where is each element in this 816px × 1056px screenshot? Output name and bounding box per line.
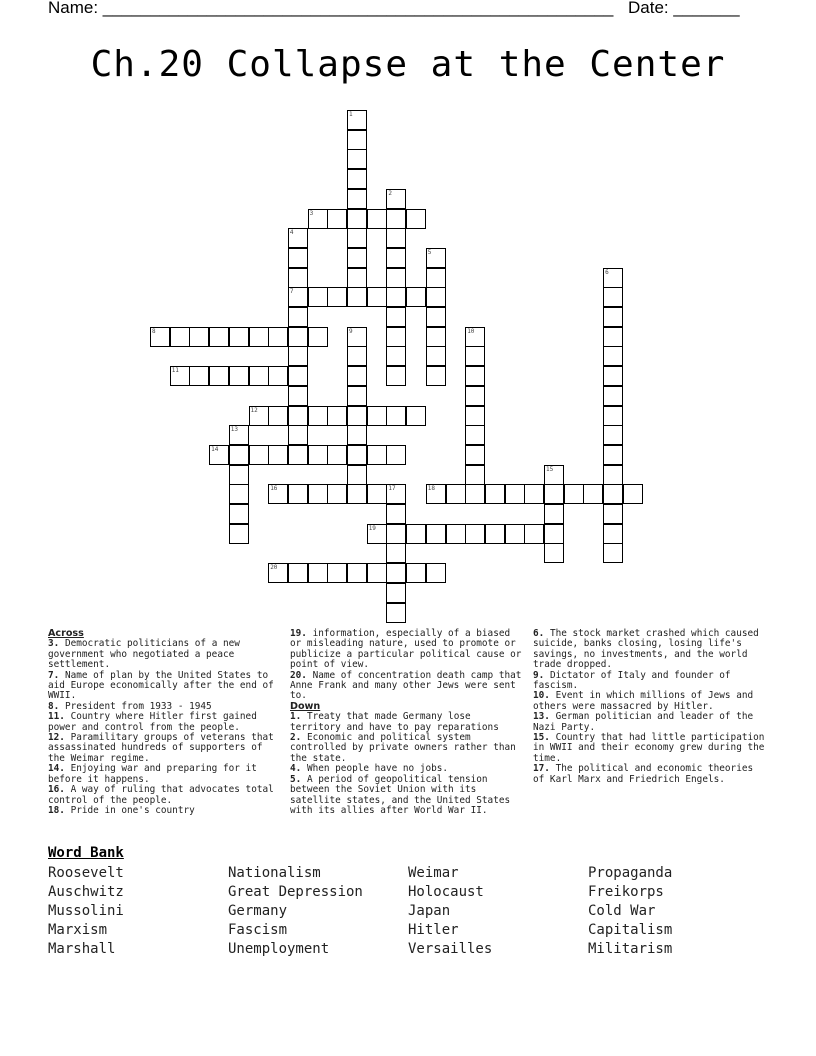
clue-text: Economic and political system controlled by private owners rather than the state. — [290, 732, 516, 764]
crossword-cell[interactable] — [268, 563, 288, 583]
word-bank-item: Unemployment — [228, 941, 330, 957]
crossword-cell[interactable] — [465, 524, 485, 544]
crossword-cell[interactable] — [426, 287, 446, 307]
cell-number: 17 — [388, 485, 396, 493]
crossword-cell[interactable] — [485, 484, 505, 504]
crossword-cell[interactable] — [386, 327, 406, 347]
cell-number: 9 — [349, 327, 353, 335]
word-bank-item: Nationalism — [228, 865, 321, 881]
crossword-cell[interactable] — [544, 484, 564, 504]
word-bank-item: Capitalism — [588, 922, 673, 938]
crossword-cell[interactable] — [249, 366, 269, 386]
clue-number: 3. — [48, 638, 60, 650]
cell-number: 19 — [368, 524, 376, 532]
crossword-cell[interactable] — [386, 268, 406, 288]
crossword-cell[interactable] — [426, 563, 446, 583]
crossword-cell[interactable] — [170, 327, 190, 347]
crossword-cell[interactable] — [347, 209, 367, 229]
clue-16 — [48, 785, 280, 806]
crossword-cell[interactable] — [603, 484, 623, 504]
clue-number: 2. — [290, 732, 302, 744]
clue-5 — [290, 775, 526, 817]
word-bank-item: Marxism — [48, 922, 108, 938]
crossword-cell[interactable] — [406, 524, 426, 544]
clue-number: 19. — [290, 628, 307, 639]
clue-1 — [290, 712, 526, 733]
clue-text: Name of plan by the United States to aid Europe economically after the end of WWII. — [48, 669, 274, 702]
crossword-cell[interactable] — [268, 366, 288, 386]
crossword-cell[interactable] — [465, 484, 485, 504]
cell-number: 16 — [270, 485, 278, 493]
crossword-cell[interactable] — [347, 563, 367, 583]
crossword-cell[interactable] — [406, 209, 426, 229]
crossword-cell[interactable] — [544, 543, 564, 563]
clue-2 — [290, 733, 526, 764]
cell-number: 12 — [250, 406, 258, 414]
clue-number: 11. — [48, 711, 65, 723]
clue-text: Democratic politicians of a new government who negotiated a peace settlement. — [48, 638, 240, 671]
clue-text: Paramilitary groups of veterans that assassinated hundreds of supporters of the Weimar regime. — [48, 732, 274, 764]
clue-number: 20. — [290, 669, 307, 681]
clues-column-2 — [290, 629, 526, 816]
cell-number: 4 — [289, 229, 294, 237]
crossword-cell[interactable] — [327, 287, 347, 307]
crossword-cell[interactable] — [465, 386, 485, 406]
clue-13 — [533, 712, 765, 733]
cell-number: 15 — [546, 465, 554, 473]
crossword-cell[interactable] — [150, 327, 170, 347]
crossword-cell[interactable] — [406, 563, 426, 583]
crossword-cell[interactable] — [386, 307, 406, 327]
clue-18 — [48, 806, 280, 816]
crossword-cell[interactable] — [465, 465, 485, 485]
crossword-cell[interactable] — [367, 563, 387, 583]
word-bank-item: Propaganda — [588, 865, 673, 881]
clue-9 — [533, 671, 765, 692]
word-bank-item: Marshall — [48, 941, 116, 957]
word-bank-item: Auschwitz — [48, 884, 124, 900]
crossword-cell[interactable] — [367, 445, 387, 465]
crossword-cell[interactable] — [367, 524, 387, 544]
clue-20 — [290, 671, 526, 702]
clue-number: 14. — [48, 763, 65, 775]
clue-text: When people have no jobs. — [301, 763, 449, 775]
crossword-cell[interactable] — [308, 563, 328, 583]
crossword-cell[interactable] — [386, 228, 406, 248]
clue-number: 1. — [290, 711, 302, 723]
crossword-cell[interactable] — [229, 425, 249, 445]
crossword-cell[interactable] — [386, 287, 406, 307]
crossword-cell[interactable] — [288, 445, 308, 465]
crossword-cell[interactable] — [347, 130, 367, 150]
word-bank-item: Weimar — [408, 865, 459, 881]
crossword-cell[interactable] — [347, 169, 367, 189]
crossword-cell[interactable] — [229, 524, 249, 544]
crossword-cell[interactable] — [406, 406, 426, 426]
cell-number: 14 — [211, 445, 219, 453]
crossword-cell[interactable] — [386, 603, 406, 623]
crossword-cell[interactable] — [426, 366, 446, 386]
clue-11 — [48, 712, 280, 733]
crossword-cell[interactable] — [524, 524, 544, 544]
crossword-cell[interactable] — [603, 425, 623, 445]
clue-14 — [48, 764, 280, 785]
clue-text: The political and economic theories of Karl Marx and Friedrich Engels. — [533, 763, 754, 785]
crossword-cell[interactable] — [465, 445, 485, 465]
crossword-cell[interactable] — [426, 524, 446, 544]
crossword-cell[interactable] — [485, 524, 505, 544]
cell-number: 2 — [388, 189, 393, 197]
crossword-cell[interactable] — [367, 209, 387, 229]
word-bank-item: Japan — [408, 903, 451, 919]
crossword-cell[interactable] — [347, 287, 367, 307]
crossword-cell[interactable] — [446, 524, 466, 544]
crossword-cell[interactable] — [189, 366, 209, 386]
clue-text: Country where Hitler first gained power and control from the people. — [48, 711, 257, 733]
crossword-cell[interactable] — [308, 406, 328, 426]
crossword-cell[interactable] — [386, 445, 406, 465]
word-bank-item: Versailles — [408, 941, 493, 957]
crossword-cell[interactable] — [347, 110, 367, 130]
crossword-cell[interactable] — [229, 445, 249, 465]
crossword-cell[interactable] — [386, 484, 406, 504]
clues-column-1 — [48, 629, 280, 816]
crossword-cell[interactable] — [386, 563, 406, 583]
cell-number: 6 — [605, 268, 609, 276]
clue-text: Dictator of Italy and founder of fascism. — [533, 669, 731, 692]
crossword-cell[interactable] — [603, 268, 623, 288]
crossword-cell[interactable] — [603, 524, 623, 544]
crossword-cell[interactable] — [603, 445, 623, 465]
crossword-cell[interactable] — [347, 149, 367, 169]
crossword-cell[interactable] — [426, 307, 446, 327]
crossword-cell[interactable] — [229, 327, 249, 347]
clue-text: Pride in one's country — [64, 804, 195, 816]
cell-number: 8 — [152, 327, 156, 335]
crossword-cell[interactable] — [268, 445, 288, 465]
down-heading: Down — [290, 700, 321, 712]
crossword-cell[interactable] — [229, 465, 249, 485]
clue-number: 13. — [533, 711, 550, 723]
cell-number: 18 — [427, 485, 436, 493]
clue-6 — [533, 629, 765, 671]
crossword-cell[interactable] — [603, 406, 623, 426]
crossword-cell[interactable] — [347, 406, 367, 426]
crossword-cell[interactable] — [544, 524, 564, 544]
crossword-cell[interactable] — [308, 445, 328, 465]
clue-number: 8. — [48, 700, 60, 712]
crossword-cell[interactable] — [544, 504, 564, 524]
word-bank-item: Cold War — [588, 903, 656, 919]
word-bank-item: Fascism — [228, 922, 288, 938]
clue-number: 10. — [533, 690, 550, 702]
clues-column-3 — [533, 629, 765, 785]
crossword-cell[interactable] — [308, 327, 328, 347]
cell-number: 20 — [270, 564, 278, 572]
crossword-cell[interactable] — [386, 543, 406, 563]
clue-text: information, especially of a biased or misleading nature, used to promote or publicize a particular political cause or point of view. — [290, 628, 522, 671]
crossword-cell[interactable] — [347, 189, 367, 209]
cell-number: 10 — [467, 327, 475, 335]
clue-number: 16. — [48, 784, 65, 796]
crossword-cell[interactable] — [229, 366, 249, 386]
crossword-cell[interactable] — [249, 406, 269, 426]
crossword-cell[interactable] — [426, 327, 446, 347]
crossword-cell[interactable] — [288, 287, 308, 307]
crossword-cell[interactable] — [347, 445, 367, 465]
clue-number: 15. — [533, 732, 550, 744]
crossword-cell[interactable] — [347, 268, 367, 288]
crossword-cell[interactable] — [386, 189, 406, 209]
page-title: Ch.20 Collapse at the Center — [90, 44, 726, 85]
clue-number: 7. — [48, 669, 60, 681]
crossword-cell[interactable] — [386, 524, 406, 544]
crossword-cell[interactable] — [544, 465, 564, 485]
across-heading: Across — [48, 628, 84, 639]
crossword-cell[interactable] — [426, 484, 446, 504]
clue-number: 17. — [533, 763, 550, 775]
crossword-cell[interactable] — [347, 327, 367, 347]
clue-text: A way of ruling that advocates total control of the people. — [48, 784, 274, 806]
crossword-cell[interactable] — [386, 346, 406, 366]
crossword-cell[interactable] — [288, 425, 308, 445]
crossword-cell[interactable] — [288, 386, 308, 406]
word-bank-item: Mussolini — [48, 903, 124, 919]
crossword-cell[interactable] — [327, 209, 347, 229]
clue-10 — [533, 691, 765, 712]
crossword-cell[interactable] — [347, 425, 367, 445]
crossword-cell[interactable] — [347, 386, 367, 406]
crossword-cell[interactable] — [386, 504, 406, 524]
crossword-cell[interactable] — [268, 327, 288, 347]
crossword-cell[interactable] — [327, 484, 347, 504]
crossword-cell[interactable] — [189, 327, 209, 347]
clue-12 — [48, 733, 280, 764]
clue-text: The stock market crashed which caused suicide, banks closing, losing life's savings, no investments, and the world trade dropped. — [533, 628, 759, 671]
crossword-cell[interactable] — [268, 484, 288, 504]
crossword-cell[interactable] — [465, 327, 485, 347]
word-bank-item: Holocaust — [408, 884, 484, 900]
crossword-cell[interactable] — [426, 248, 446, 268]
crossword-cell[interactable] — [288, 268, 308, 288]
clue-number: 9. — [533, 669, 545, 681]
word-bank-item: Freikorps — [588, 884, 664, 900]
crossword-cell[interactable] — [288, 327, 308, 347]
crossword-cell[interactable] — [288, 484, 308, 504]
crossword-cell[interactable] — [426, 268, 446, 288]
clue-number: 5. — [290, 773, 302, 785]
crossword-cell[interactable] — [603, 287, 623, 307]
crossword-cell[interactable] — [505, 484, 525, 504]
clue-number: 4. — [290, 763, 302, 775]
clue-text: Country that had little participation in WWII and their economy grew during the time. — [533, 732, 765, 764]
crossword-cell[interactable] — [603, 504, 623, 524]
word-bank-column — [228, 864, 363, 959]
clue-text: Event in which millions of Jews and others were massacred by Hitler. — [533, 690, 754, 712]
crossword-cell[interactable] — [465, 346, 485, 366]
crossword-cell[interactable] — [465, 425, 485, 445]
cell-number: 5 — [427, 248, 432, 256]
clue-number: 12. — [48, 732, 65, 744]
clue-text: Enjoying war and preparing for it before it happens. — [48, 763, 257, 785]
cell-number: 3 — [309, 209, 314, 217]
crossword-cell[interactable] — [347, 465, 367, 485]
clue-number: 6. — [533, 628, 545, 639]
crossword-cell[interactable] — [386, 583, 406, 603]
crossword-cell[interactable] — [426, 346, 446, 366]
clue-number: 18. — [48, 804, 65, 816]
crossword-cell[interactable] — [386, 406, 406, 426]
crossword-cell[interactable] — [367, 287, 387, 307]
crossword-cell[interactable] — [505, 524, 525, 544]
clue-text: President from 1933 - 1945 — [59, 700, 212, 712]
word-bank-item: Militarism — [588, 941, 673, 957]
clue-text: Treaty that made Germany lose territory and have to pay reparations — [290, 711, 499, 733]
word-bank-column — [48, 864, 124, 959]
clue-text: A period of geopolitical tension between the Soviet Union with its satellite states, and the United States with its allies after World War II. — [290, 773, 511, 816]
crossword-cell[interactable] — [288, 248, 308, 268]
crossword-cell[interactable] — [347, 248, 367, 268]
crossword-cell[interactable] — [603, 386, 623, 406]
clue-17 — [533, 764, 765, 785]
crossword-cell[interactable] — [603, 465, 623, 485]
word-bank-column — [408, 864, 492, 959]
crossword-cell[interactable] — [623, 484, 643, 504]
crossword-cell[interactable] — [209, 366, 229, 386]
crossword-cell[interactable] — [288, 228, 308, 248]
crossword-cell[interactable] — [268, 406, 288, 426]
clue-15 — [533, 733, 765, 764]
crossword-cell[interactable] — [583, 484, 603, 504]
crossword-cell[interactable] — [229, 484, 249, 504]
crossword-cell[interactable] — [327, 445, 347, 465]
word-bank-item: Great Depression — [228, 884, 363, 900]
cell-number: 13 — [230, 426, 239, 434]
crossword-cell[interactable] — [386, 366, 406, 386]
cell-number: 1 — [349, 111, 353, 118]
crossword-cell[interactable] — [446, 484, 466, 504]
crossword-cell[interactable] — [288, 406, 308, 426]
crossword-cell[interactable] — [347, 228, 367, 248]
crossword-cell[interactable] — [386, 209, 406, 229]
crossword-cell[interactable] — [367, 484, 387, 504]
word-bank-item: Roosevelt — [48, 865, 124, 881]
crossword-cell[interactable] — [347, 366, 367, 386]
crossword-cell[interactable] — [347, 484, 367, 504]
crossword-cell[interactable] — [209, 327, 229, 347]
crossword-cell[interactable] — [564, 484, 584, 504]
crossword-cell[interactable] — [367, 406, 387, 426]
crossword-cell[interactable] — [249, 327, 269, 347]
clue-text: German politician and leader of the Nazi Party. — [533, 711, 754, 733]
crossword-cell[interactable] — [603, 327, 623, 347]
cell-number: 11 — [171, 367, 179, 375]
crossword-cell[interactable] — [209, 445, 229, 465]
crossword-cell[interactable] — [249, 445, 269, 465]
date-field[interactable]: Date: _______ — [628, 0, 740, 17]
word-bank-title: Word Bank — [48, 845, 124, 861]
word-bank-column — [588, 864, 672, 959]
clue-text: Name of concentration death camp that Anne Frank and many other Jews were sent to. — [290, 669, 522, 702]
crossword-cell[interactable] — [288, 307, 308, 327]
crossword-cell[interactable] — [288, 346, 308, 366]
crossword-cell[interactable] — [603, 346, 623, 366]
crossword-cell[interactable] — [308, 209, 328, 229]
clue-3 — [48, 639, 280, 670]
name-field[interactable]: Name: ______________________________________________________ — [48, 0, 614, 17]
crossword-cell[interactable] — [347, 346, 367, 366]
crossword-cell[interactable] — [170, 366, 190, 386]
crossword-cell[interactable] — [288, 563, 308, 583]
crossword-cell[interactable] — [288, 366, 308, 386]
crossword-cell[interactable] — [524, 484, 544, 504]
crossword-cell[interactable] — [327, 406, 347, 426]
cell-number: 7 — [289, 288, 294, 296]
crossword-cell[interactable] — [308, 484, 328, 504]
crossword-cell[interactable] — [308, 287, 328, 307]
crossword-cell[interactable] — [603, 307, 623, 327]
clue-7 — [48, 671, 280, 702]
word-bank-item: Germany — [228, 903, 288, 919]
crossword-cell[interactable] — [465, 366, 485, 386]
clue-19 — [290, 629, 526, 671]
crossword-cell[interactable] — [406, 287, 426, 307]
crossword-cell[interactable] — [327, 563, 347, 583]
crossword-cell[interactable] — [603, 366, 623, 386]
crossword-cell[interactable] — [603, 543, 623, 563]
crossword-cell[interactable] — [386, 248, 406, 268]
crossword-cell[interactable] — [229, 504, 249, 524]
word-bank-item: Hitler — [408, 922, 459, 938]
crossword-cell[interactable] — [465, 406, 485, 426]
